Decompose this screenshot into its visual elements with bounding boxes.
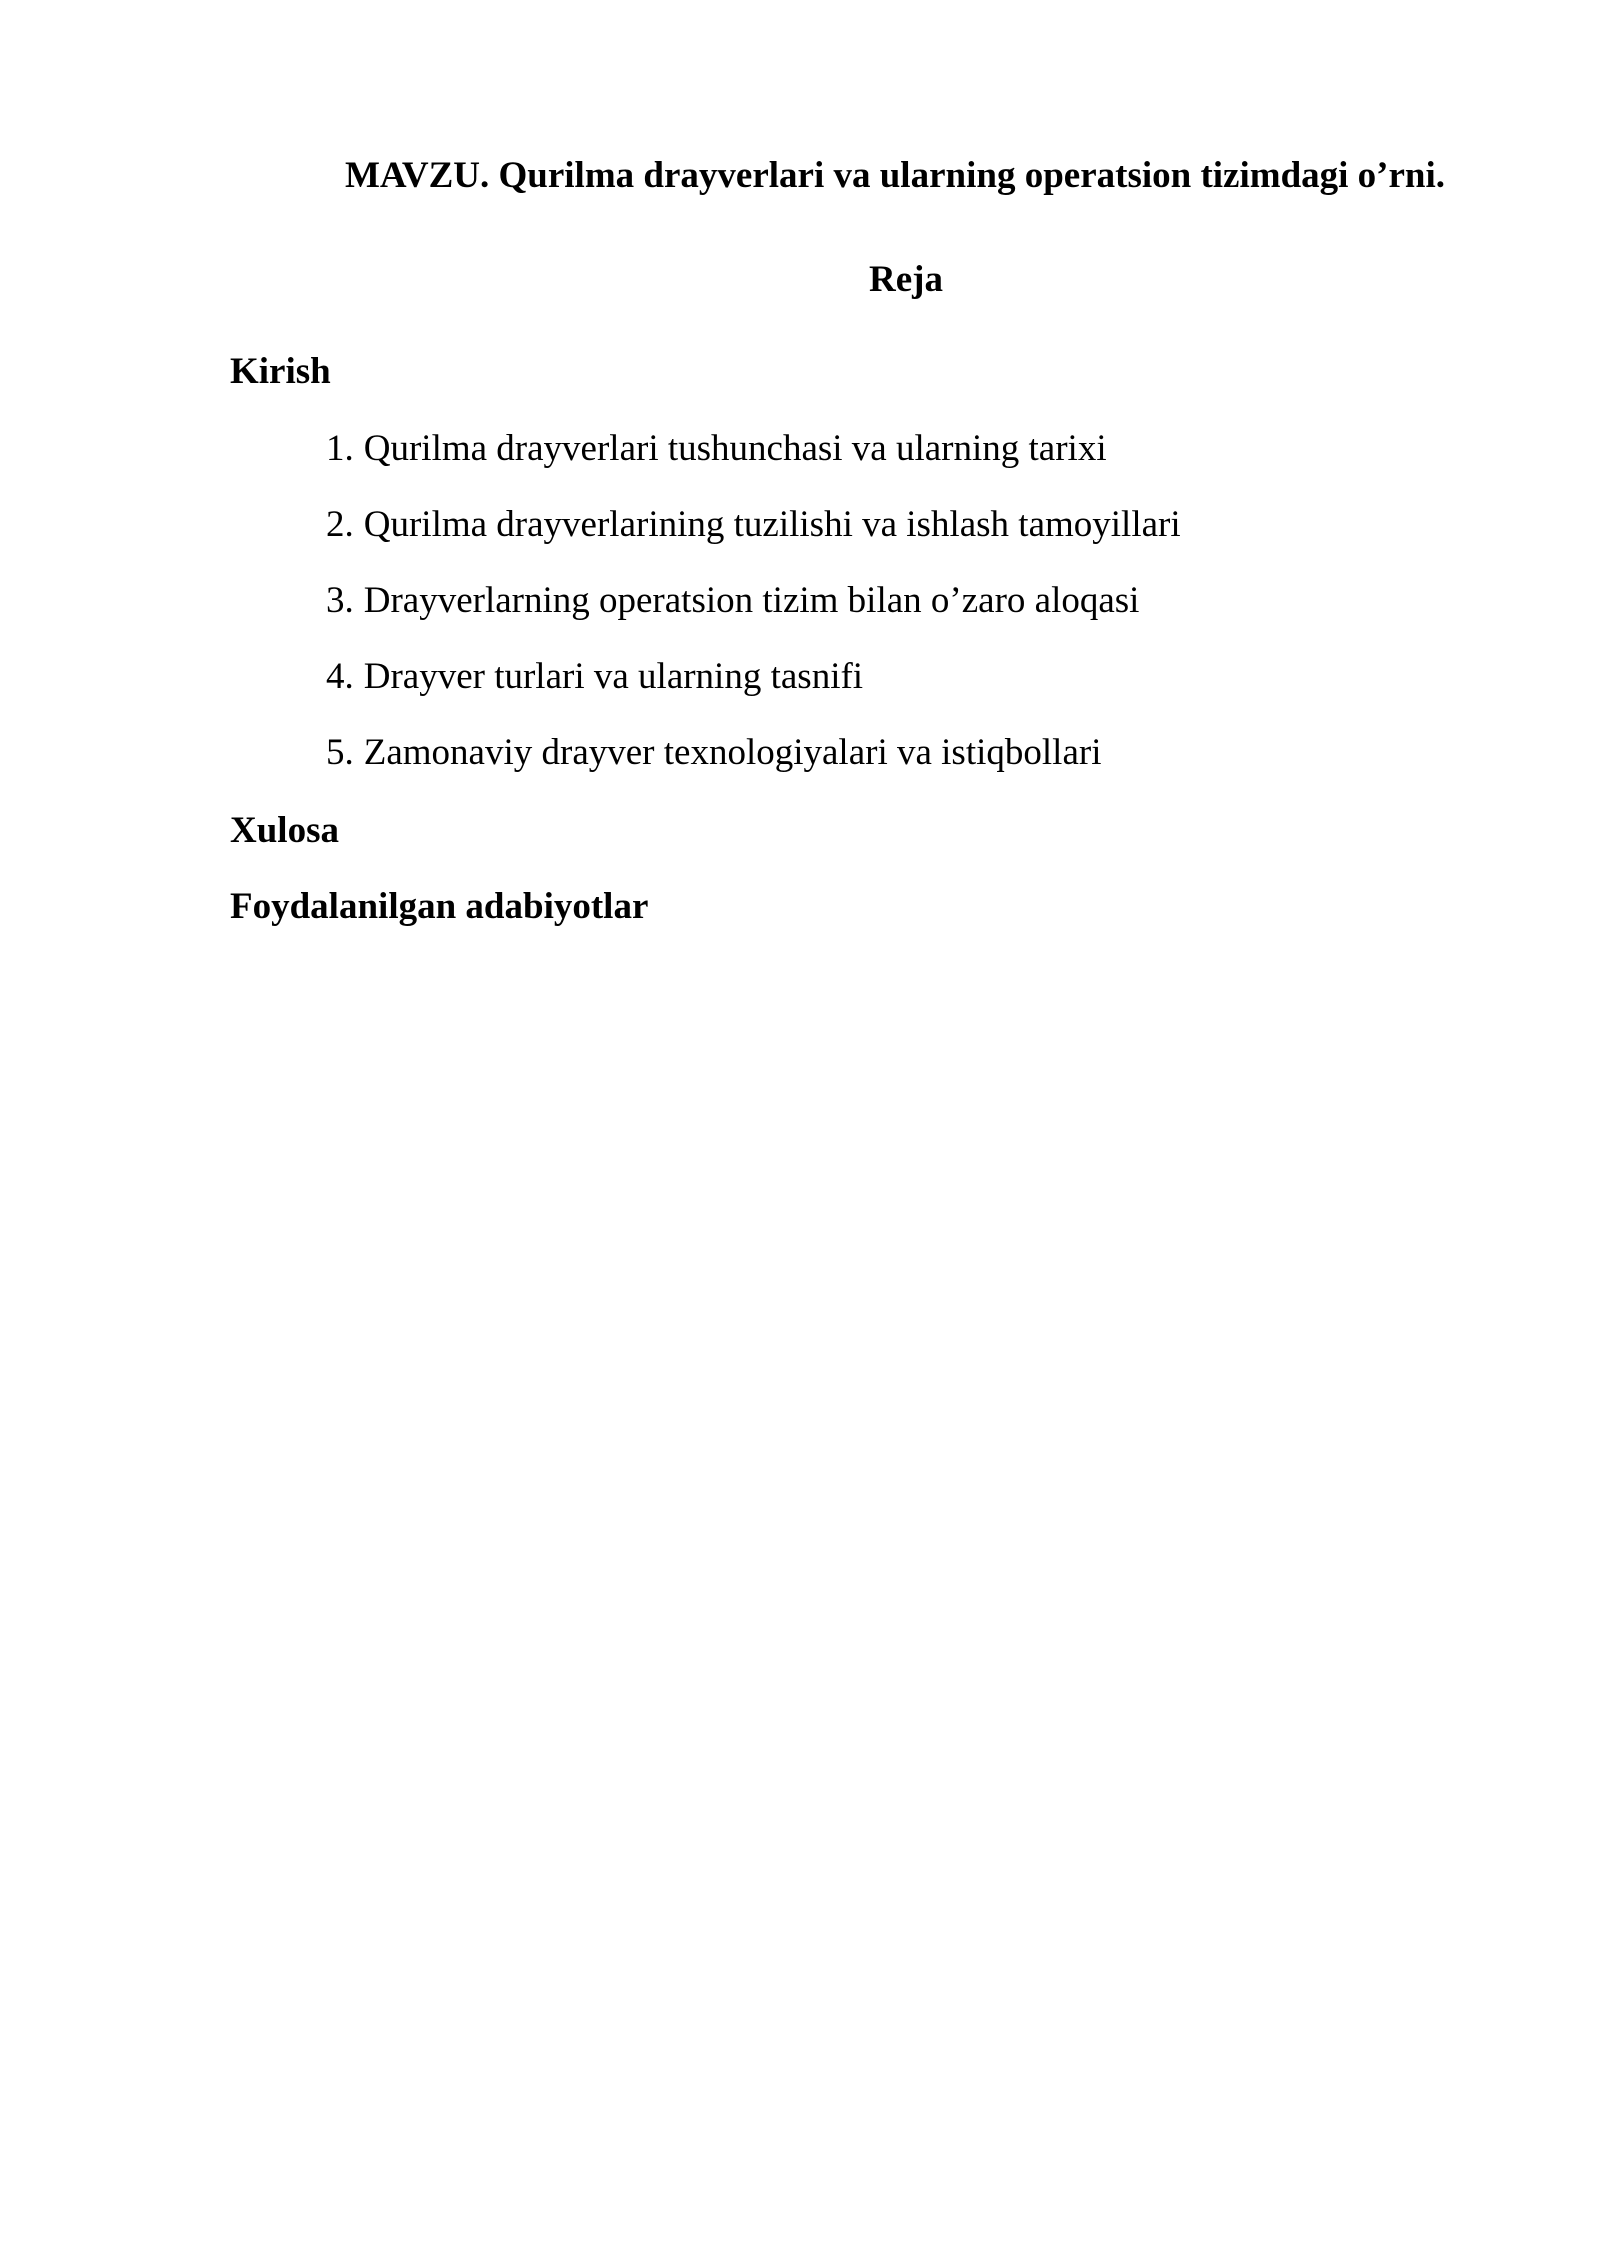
plan-item-number: 1. bbox=[326, 428, 354, 469]
plan-item-text: Zamonaviy drayver texnologiyalari va istiqbollari bbox=[363, 732, 1102, 773]
plan-heading: Reja bbox=[869, 259, 943, 300]
plan-item-text: Drayverlarning operatsion tizim bilan o’zaro aloqasi bbox=[363, 580, 1140, 621]
plan-item bbox=[326, 727, 1181, 803]
plan-item-number: 3. bbox=[326, 580, 354, 621]
plan-item bbox=[326, 499, 1181, 575]
document-title: MAVZU. Qurilma drayverlari va ularning operatsion tizimdagi o’rni. bbox=[345, 155, 1446, 196]
plan-item-text: Qurilma drayverlarining tuzilishi va ishlash tamoyillari bbox=[363, 504, 1181, 545]
plan-list bbox=[326, 423, 1181, 803]
references-heading: Foydalanilgan adabiyotlar bbox=[230, 886, 649, 927]
plan-item-text: Qurilma drayverlari tushunchasi va ularning tarixi bbox=[363, 428, 1107, 469]
plan-item bbox=[326, 575, 1181, 651]
conclusion-heading: Xulosa bbox=[230, 810, 339, 851]
intro-heading: Kirish bbox=[230, 351, 331, 392]
plan-item-text: Drayver turlari va ularning tasnifi bbox=[363, 656, 864, 697]
plan-item bbox=[326, 423, 1181, 499]
plan-item-number: 5. bbox=[326, 732, 354, 773]
plan-item-number: 4. bbox=[326, 656, 354, 697]
plan-item bbox=[326, 651, 1181, 727]
plan-item-number: 2. bbox=[326, 504, 354, 545]
